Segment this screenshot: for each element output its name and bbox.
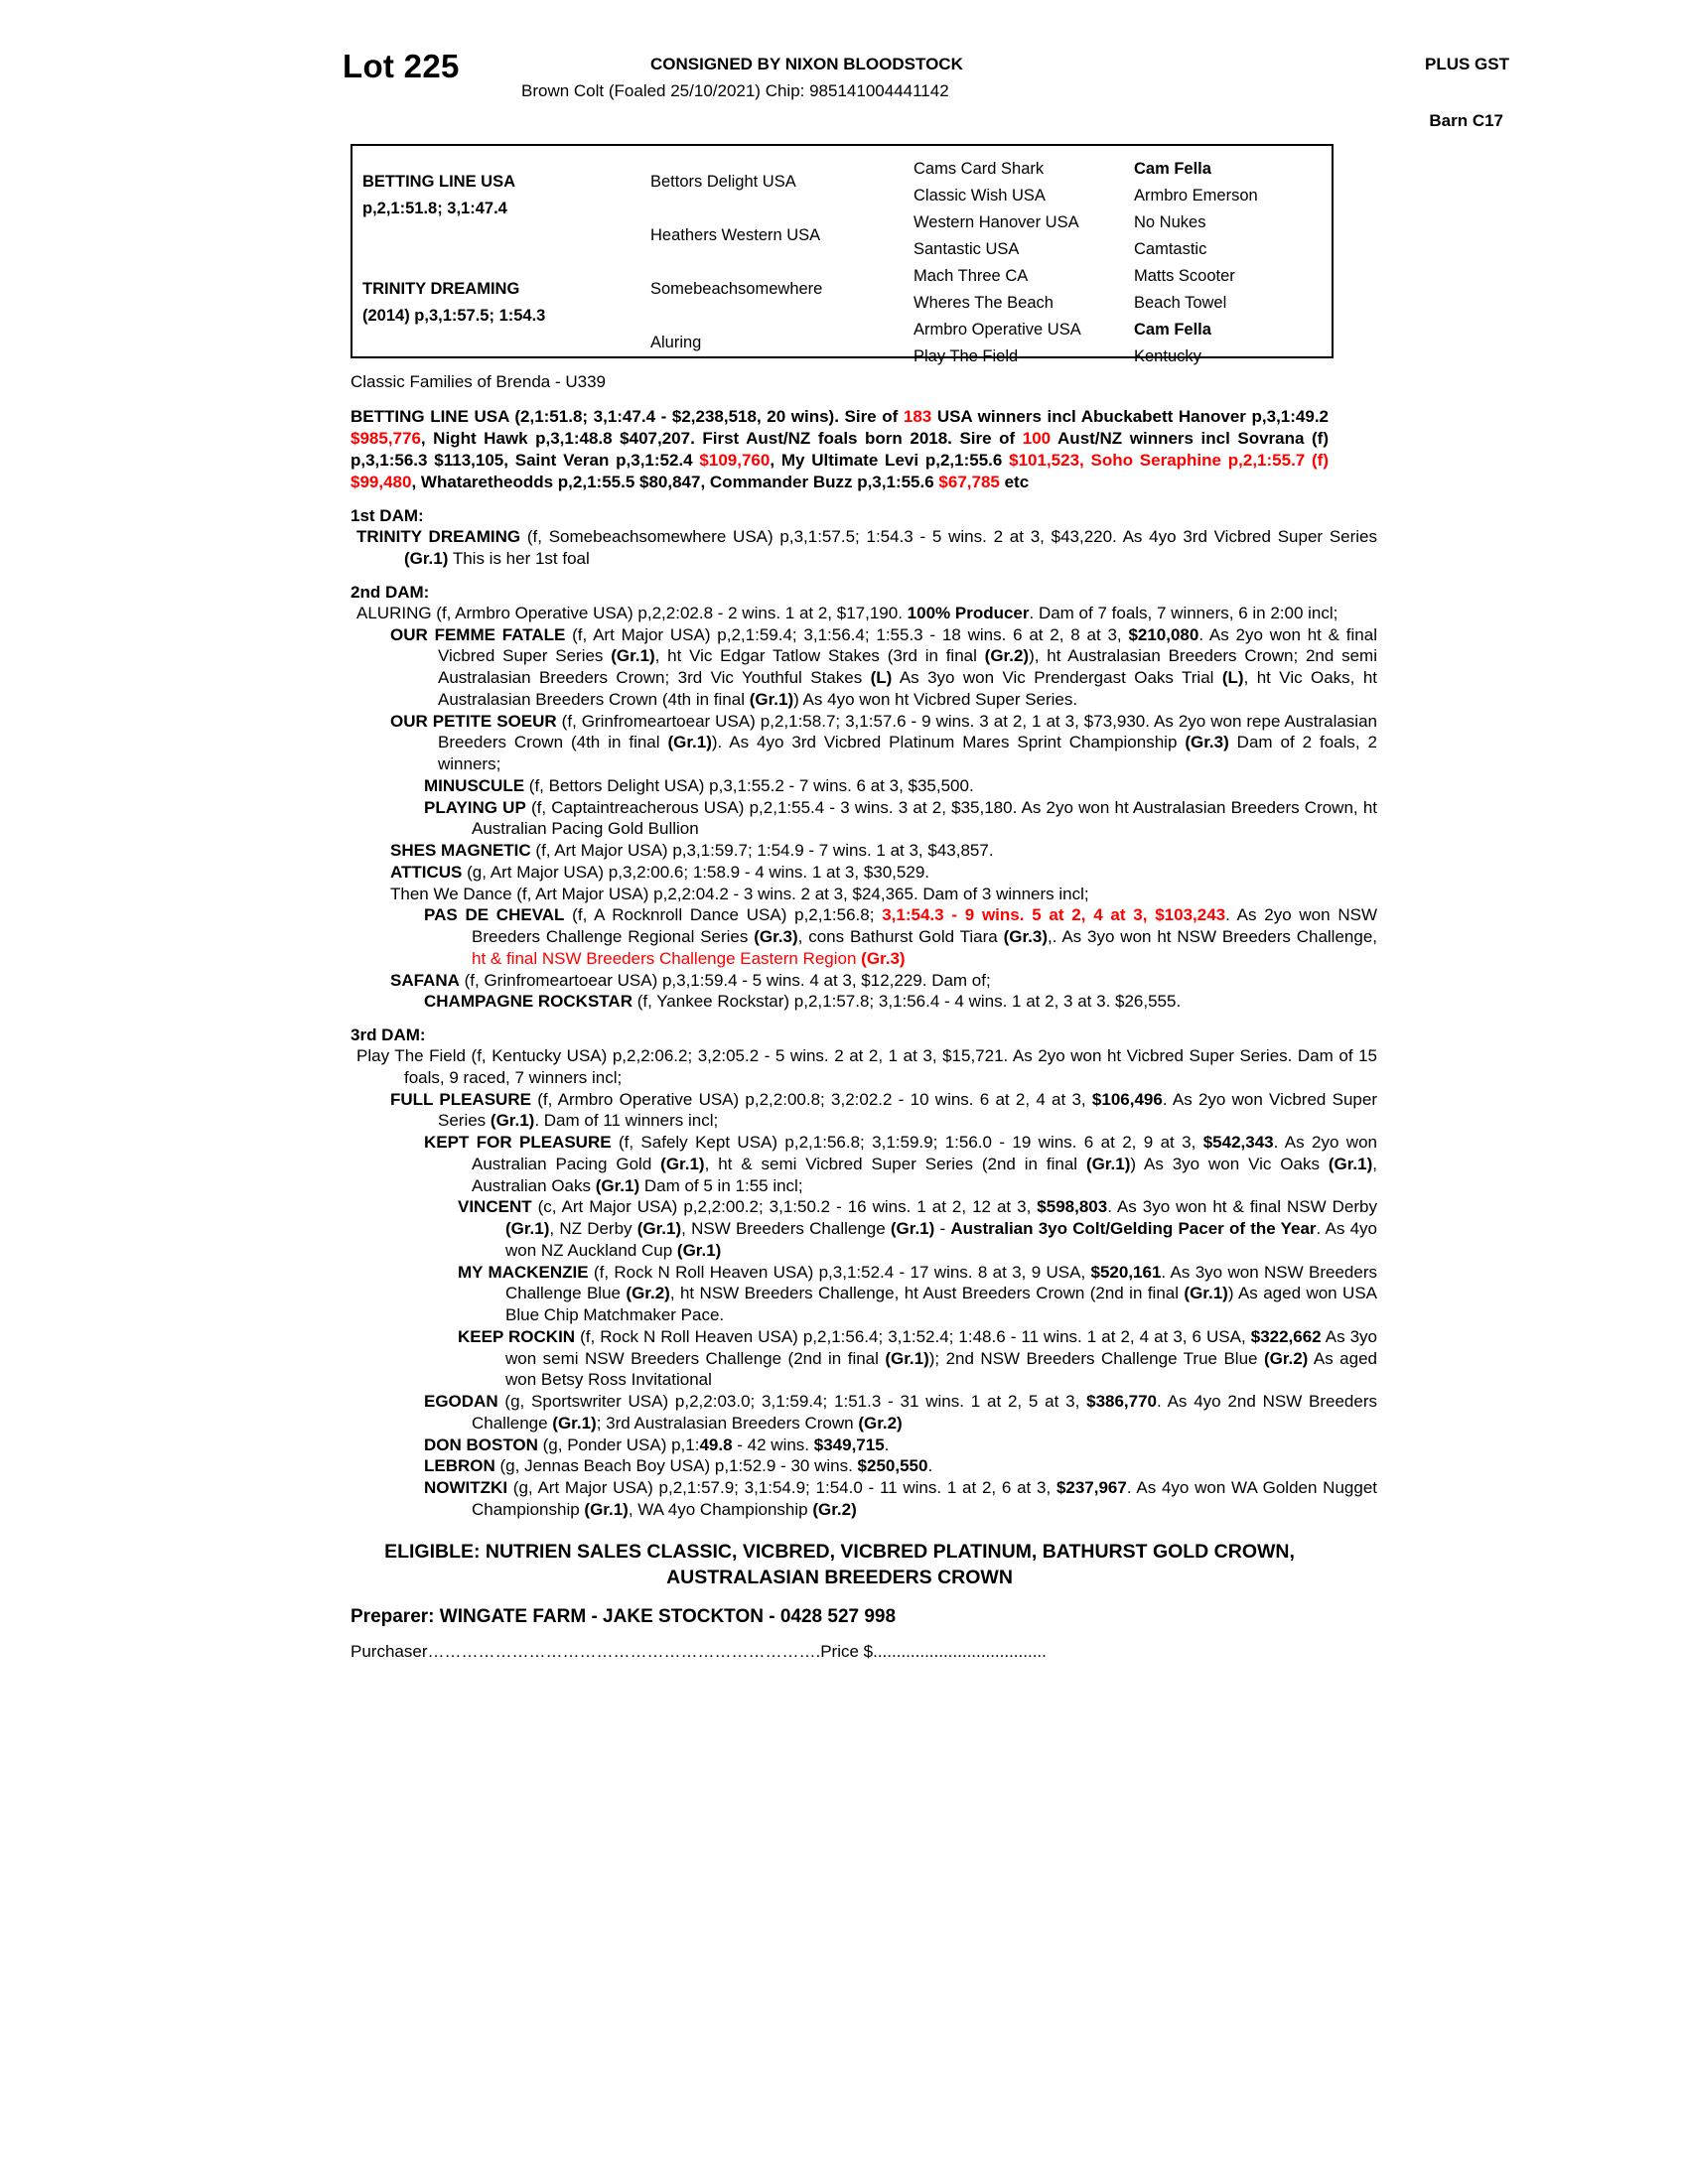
text-run: (Gr.1): [505, 1219, 550, 1239]
text-run: , WA 4yo Championship: [628, 1499, 813, 1519]
pedigree-entry: [424, 991, 1377, 1013]
pedigree-g2-1: Heathers Western USA: [650, 226, 821, 244]
pedigree-g3-6: Armbro Operative USA: [914, 321, 1081, 339]
text-run: ALURING (f, Armbro Operative USA) p,2,2:02.8 - 2 wins. 1 at 2, $17,190.: [356, 603, 908, 622]
text-run: .: [927, 1456, 933, 1476]
sire-summary-paragraph: [351, 406, 1329, 493]
pedigree-g4-1: Armbro Emerson: [1134, 187, 1258, 205]
text-run: FULL PLEASURE: [390, 1089, 531, 1109]
text-run: (g, Jennas Beach Boy USA) p,1:52.9 - 30 wins.: [494, 1456, 858, 1476]
text-run: ,. As 3yo won ht NSW Breeders Challenge,: [1047, 927, 1377, 947]
text-run: As 3yo won Vic Prendergast Oaks Trial: [892, 668, 1222, 688]
text-run: (Gr.1): [667, 733, 712, 752]
text-run: $985,776: [351, 429, 421, 449]
pedigree-g4-5: Beach Towel: [1134, 294, 1227, 312]
text-run: . As 3yo won NSW Breeders Challenge Blue: [505, 1262, 1377, 1303]
text-run: , ht & semi Vicbred Super Series (2nd in final: [704, 1154, 1086, 1173]
text-run: - 42 wins.: [732, 1434, 814, 1454]
text-run: KEPT FOR PLEASURE: [424, 1133, 612, 1153]
pedigree-g3-3: Santastic USA: [914, 240, 1020, 258]
text-run: Dam of 2 foals, 2 winners;: [438, 733, 1378, 774]
text-run: $542,343: [1202, 1133, 1274, 1153]
text-run: 49.8: [699, 1434, 733, 1454]
text-run: (f, Armbro Operative USA) p,2,2:00.8; 3,2:02.2 - 10 wins. 6 at 2, 4 at 3,: [530, 1089, 1092, 1109]
text-run: $598,803: [1037, 1197, 1108, 1217]
text-run: (Gr.1): [749, 689, 794, 709]
text-run: (f, A Rocknroll Dance USA) p,2,1:56.8;: [564, 905, 883, 925]
text-run: (Gr.1): [1184, 1284, 1228, 1303]
text-run: ) As 3yo won Vic Oaks: [1130, 1154, 1329, 1173]
pedigree-g3-7: Play The Field: [914, 347, 1019, 365]
text-run: 183: [903, 407, 932, 426]
text-run: , Whataretheodds p,2,1:55.5 $80,847, Commander Buzz p,3,1:55.6: [411, 473, 939, 492]
pedigree-entry: [390, 624, 1377, 711]
pedigree-g2-3: Aluring: [650, 334, 702, 351]
barn-label: Barn C17: [1429, 111, 1503, 130]
purchaser-line: Purchaser…………………………………………………………….Price $.....................................: [351, 1642, 1047, 1662]
text-run: MY MACKENZIE: [458, 1262, 589, 1282]
text-run: etc: [999, 473, 1030, 492]
text-run: SAFANA: [390, 970, 460, 990]
dam-section-heading: 3rd DAM:: [351, 1025, 426, 1045]
pedigree-g3-5: Wheres The Beach: [914, 294, 1054, 312]
dam-section-heading: 1st DAM:: [351, 506, 424, 526]
text-run: (f, Rock N Roll Heaven USA) p,3,1:52.4 - 17 wins. 8 at 3, 9 USA,: [588, 1262, 1091, 1282]
text-run: $210,080: [1128, 624, 1199, 644]
text-run: (Gr.1): [584, 1499, 629, 1519]
pedigree-entry: [424, 904, 1377, 969]
sire-name: BETTING LINE USA: [362, 173, 516, 191]
text-run: (Gr.3): [1003, 927, 1048, 947]
text-run: (Gr.3): [861, 948, 906, 968]
text-run: (f, Art Major USA) p,2,1:59.4; 3,1:56.4; 1:55.3 - 18 wins. 6 at 2, 8 at 3,: [565, 624, 1129, 644]
pedigree-column-gen4: [1124, 146, 1332, 365]
text-run: ) As aged won USA Blue Chip Matchmaker Pace.: [505, 1284, 1378, 1325]
dam-name: TRINITY DREAMING: [362, 280, 520, 298]
text-run: CHAMPAGNE ROCKSTAR: [424, 992, 633, 1012]
text-run: NOWITZKI: [424, 1478, 508, 1498]
text-run: EGODAN: [424, 1392, 498, 1412]
text-run: ATTICUS: [390, 862, 463, 882]
pedigree-entry: [458, 1196, 1377, 1261]
page-header: [343, 40, 1509, 144]
text-run: . As 3yo won ht & final NSW Derby: [1107, 1197, 1377, 1217]
consignor-label: CONSIGNED BY NIXON BLOODSTOCK: [650, 55, 963, 73]
text-run: (Gr.1): [552, 1413, 597, 1433]
pedigree-g4-3: Camtastic: [1134, 240, 1207, 258]
pedigree-entry: [356, 1045, 1377, 1089]
text-run: 3,1:54.3 - 9 wins. 5 at 2, 4 at 3, $103,243: [882, 905, 1226, 925]
text-run: .: [884, 1434, 890, 1454]
horse-description: Brown Colt (Foaled 25/10/2021) Chip: 985141004441142: [521, 81, 949, 100]
text-run: (f, Yankee Rockstar) p,2,1:57.8; 3,1:56.4 - 4 wins. 1 at 2, 3 at 3. $26,555.: [632, 992, 1182, 1012]
pedigree-entry: [390, 1089, 1377, 1133]
text-run: . As 4yo won WA Golden Nugget Championship: [472, 1478, 1377, 1519]
text-run: PLAYING UP: [424, 797, 526, 817]
text-run: (Gr.1): [885, 1348, 929, 1368]
text-run: (Gr.2): [858, 1413, 903, 1433]
pedigree-entry: [424, 1434, 1377, 1456]
text-run: (Gr.2): [1263, 1348, 1309, 1368]
pedigree-table: [351, 144, 1334, 365]
text-run: . As 2yo won Australian Pacing Gold: [472, 1133, 1377, 1173]
text-run: , ht Vic Oaks, ht Australasian Breeders Crown (4th in final: [438, 668, 1377, 709]
text-run: $237,967: [1055, 1478, 1127, 1498]
pedigree-g3-1: Classic Wish USA: [914, 187, 1046, 205]
text-run: Australian 3yo Colt/Gelding Pacer of the Year: [950, 1219, 1317, 1239]
pedigree-entry: [390, 862, 1377, 884]
text-run: $101,523, Soho Seraphine p,2,1:55.7 (f) $99,480: [351, 451, 1330, 492]
text-run: OUR FEMME FATALE: [390, 624, 566, 644]
pedigree-entry: [424, 1455, 1377, 1477]
text-run: (c, Art Major USA) p,2,2:00.2; 3,1:50.2 - 16 wins. 1 at 2, 12 at 3,: [531, 1197, 1038, 1217]
text-run: BETTING LINE USA (2,1:51.8; 3,1:47.4 - $2,238,518, 20 wins). Sire of: [351, 407, 904, 426]
text-run: DON BOSTON: [424, 1434, 538, 1454]
pedigree-g3-2: Western Hanover USA: [914, 213, 1079, 231]
text-run: MINUSCULE: [424, 775, 525, 795]
pedigree-entry: [390, 970, 1377, 992]
text-run: $386,770: [1086, 1392, 1158, 1412]
text-run: (Gr.1): [595, 1175, 640, 1195]
text-run: (Gr.2): [984, 646, 1030, 666]
text-run: (f, Art Major USA) p,3,1:59.7; 1:54.9 - 7 wins. 1 at 3, $43,857.: [530, 841, 994, 861]
text-run: ), ht Australasian Breeders Crown; 2nd semi Australasian Breeders Crown; 3rd Vic Youthful Stakes: [438, 646, 1377, 688]
text-run: $322,662: [1250, 1326, 1322, 1346]
pedigree-entry: [390, 884, 1377, 905]
text-run: . As 2yo won Vicbred Super Series: [438, 1089, 1377, 1131]
text-run: (Gr.1): [660, 1154, 705, 1173]
pedigree-g4-2: No Nukes: [1134, 213, 1206, 231]
sire-record: p,2,1:51.8; 3,1:47.4: [362, 200, 507, 217]
text-run: . As 2yo won ht & final Vicbred Super Series: [438, 624, 1377, 666]
pedigree-column-grandparents: [640, 146, 904, 356]
text-run: (f, Captaintreacherous USA) p,2,1:55.4 - 3 wins. 3 at 2, $35,180. As 2yo won ht Australasian Breeders Crown, ht Australian Pacing Gold Bullion: [472, 797, 1377, 839]
text-run: (Gr.1): [611, 646, 655, 666]
text-run: Then We Dance (f, Art Major USA) p,2,2:04.2 - 3 wins. 2 at 3, $24,365. Dam of 3 winners incl;: [390, 884, 1089, 903]
text-run: TRINITY DREAMING: [356, 527, 521, 547]
text-run: . Dam of 11 winners incl;: [534, 1111, 719, 1131]
text-run: This is her 1st foal: [448, 549, 590, 569]
pedigree-g4-7: Kentucky: [1134, 347, 1201, 365]
pedigree-entry: [424, 1132, 1377, 1196]
text-run: (g, Ponder USA) p,1:: [537, 1434, 700, 1454]
pedigree-g4-0: Cam Fella: [1134, 160, 1211, 178]
text-run: $520,161: [1090, 1262, 1162, 1282]
text-run: . As 4yo 2nd NSW Breeders Challenge: [472, 1392, 1378, 1433]
text-run: . As 4yo won NZ Auckland Cup: [505, 1219, 1377, 1260]
pedigree-column-parents: [352, 146, 640, 356]
pedigree-g3-0: Cams Card Shark: [914, 160, 1045, 178]
text-run: (g, Art Major USA) p,2,1:57.9; 3,1:54.9; 1:54.0 - 11 wins. 1 at 2, 6 at 3,: [507, 1478, 1056, 1498]
text-run: ) As 4yo won ht Vicbred Super Series.: [793, 689, 1078, 709]
text-run: USA winners incl Abuckabett Hanover p,3,1:49.2: [931, 407, 1329, 426]
text-run: , ht NSW Breeders Challenge, ht Aust Breeders Crown (2nd in final: [669, 1284, 1185, 1303]
pedigree-g4-4: Matts Scooter: [1134, 267, 1235, 285]
text-run: . Dam of 7 foals, 7 winners, 6 in 2:00 incl;: [1029, 603, 1338, 622]
dam-sections: [343, 506, 1509, 1520]
text-run: . As 2yo won NSW Breeders Challenge Regional Series: [472, 905, 1378, 947]
pedigree-entry: [458, 1262, 1377, 1326]
dam-record: (2014) p,3,1:57.5; 1:54.3: [362, 307, 546, 325]
text-run: , Australian Oaks: [472, 1154, 1378, 1195]
text-run: (Gr.1): [490, 1111, 535, 1131]
text-run: (f, Grinfromeartoear USA) p,2,1:58.7; 3,1:57.6 - 9 wins. 3 at 2, 1 at 3, $73,930. As 2yo won repe Australasian Breeders Crown (4th in final: [438, 711, 1377, 752]
text-run: As 3yo won semi NSW Breeders Challenge (2nd in final: [505, 1326, 1377, 1368]
lot-number: Lot 225: [343, 48, 460, 84]
pedigree-entry: [424, 775, 1377, 797]
text-run: , NZ Derby: [549, 1219, 637, 1239]
text-run: (L): [870, 668, 893, 688]
pedigree-entry: [458, 1326, 1377, 1391]
text-run: ). As 4yo 3rd Vicbred Platinum Mares Sprint Championship: [711, 733, 1186, 752]
text-run: (Gr.1): [1085, 1154, 1131, 1173]
text-run: (Gr.2): [812, 1499, 857, 1519]
text-run: (Gr.1): [676, 1240, 722, 1260]
text-run: $67,785: [938, 473, 1000, 492]
text-run: PAS DE CHEVAL: [424, 905, 565, 925]
text-run: As aged won Betsy Ross Invitational: [505, 1348, 1377, 1390]
text-run: (Gr.1): [404, 549, 449, 569]
pedigree-g4-6: Cam Fella: [1134, 321, 1211, 339]
text-run: $109,760: [699, 451, 771, 471]
text-run: KEEP ROCKIN: [458, 1326, 576, 1346]
text-run: ; 3rd Australasian Breeders Crown: [596, 1413, 859, 1433]
preparer-text: Preparer: WINGATE FARM - JAKE STOCKTON - 0428 527 998: [351, 1606, 897, 1628]
text-run: (Gr.1): [636, 1219, 682, 1239]
text-run: , ht Vic Edgar Tatlow Stakes (3rd in final: [654, 646, 985, 666]
text-run: 100: [1022, 429, 1052, 449]
text-run: (L): [1221, 668, 1244, 688]
pedigree-entry: [424, 1477, 1377, 1521]
pedigree-entry: [390, 840, 1377, 862]
text-run: (f, Safely Kept USA) p,2,1:56.8; 3,1:59.9; 1:56.0 - 19 wins. 6 at 2, 9 at 3,: [611, 1133, 1203, 1153]
text-run: $349,715: [813, 1434, 885, 1454]
text-run: LEBRON: [424, 1456, 495, 1476]
text-run: (Gr.2): [626, 1284, 670, 1303]
text-run: $106,496: [1091, 1089, 1163, 1109]
pedigree-entry: [356, 526, 1377, 570]
text-run: (f, Somebeachsomewhere USA) p,3,1:57.5; 1:54.3 - 5 wins. 2 at 3, $43,220. As 4yo 3rd Vicbred Super Series: [520, 527, 1378, 547]
text-run: ht & final NSW Breeders Challenge Eastern Region: [472, 948, 862, 968]
pedigree-entry: [424, 797, 1377, 841]
text-run: (Gr.3): [1185, 733, 1229, 752]
text-run: $250,550: [857, 1456, 928, 1476]
text-run: (Gr.3): [754, 927, 798, 947]
dam-section-heading: 2nd DAM:: [351, 582, 430, 602]
text-run: , Night Hawk p,3,1:48.8 $407,207. First Aust/NZ foals born 2018. Sire of: [420, 429, 1023, 449]
text-run: OUR PETITE SOEUR: [390, 711, 557, 731]
text-run: , My Ultimate Levi p,2,1:55.6: [770, 451, 1010, 471]
text-run: (g, Art Major USA) p,3,2:00.6; 1:58.9 - 4 wins. 1 at 3, $30,529.: [462, 862, 929, 882]
pedigree-g3-4: Mach Three CA: [914, 267, 1029, 285]
text-run: 100% Producer: [907, 603, 1030, 622]
text-run: , cons Bathurst Gold Tiara: [797, 927, 1004, 947]
text-run: VINCENT: [458, 1197, 532, 1217]
text-run: Aust/NZ winners incl Sovrana (f) p,3,1:56.3 $113,105, Saint Veran p,3,1:52.4: [351, 429, 1329, 471]
text-run: Dam of 5 in 1:55 incl;: [639, 1175, 803, 1195]
text-run: (Gr.1): [1328, 1154, 1373, 1173]
text-run: -: [934, 1219, 951, 1239]
pedigree-g2-0: Bettors Delight USA: [650, 173, 796, 191]
family-line: Classic Families of Brenda - U339: [351, 372, 606, 391]
pedigree-g2-2: Somebeachsomewhere: [650, 280, 823, 298]
text-run: (f, Rock N Roll Heaven USA) p,2,1:56.4; 3,1:52.4; 1:48.6 - 11 wins. 1 at 2, 4 at 3, 6 USA,: [575, 1326, 1251, 1346]
eligibility-text: ELIGIBLE: NUTRIEN SALES CLASSIC, VICBRED, VICBRED PLATINUM, BATHURST GOLD CROWN, AUSTRALASIAN BREEDERS CROWN: [384, 1540, 1295, 1588]
text-run: ); 2nd NSW Breeders Challenge True Blue: [928, 1348, 1264, 1368]
text-run: , NSW Breeders Challenge: [681, 1219, 891, 1239]
text-run: (f, Bettors Delight USA) p,3,1:55.2 - 7 wins. 6 at 3, $35,500.: [524, 775, 974, 795]
pedigree-entry: [390, 711, 1377, 775]
pedigree-column-great-grandparents: [904, 146, 1124, 365]
text-run: (g, Sportswriter USA) p,2,2:03.0; 3,1:59.4; 1:51.3 - 31 wins. 1 at 2, 5 at 3,: [497, 1392, 1087, 1412]
text-run: (Gr.1): [890, 1219, 935, 1239]
pedigree-entry: [424, 1391, 1377, 1434]
text-run: (f, Grinfromeartoear USA) p,3,1:59.4 - 5 wins. 4 at 3, $12,229. Dam of;: [459, 970, 991, 990]
plus-gst-label: PLUS GST: [1424, 55, 1509, 73]
text-run: SHES MAGNETIC: [390, 841, 531, 861]
pedigree-entry: [356, 603, 1377, 624]
text-run: Play The Field (f, Kentucky USA) p,2,2:06.2; 3,2:05.2 - 5 wins. 2 at 2, 1 at 3, $15,721. As 2yo won ht Vicbred Super Series. Dam of 15 foals, 9 raced, 7 winners incl;: [356, 1046, 1377, 1087]
